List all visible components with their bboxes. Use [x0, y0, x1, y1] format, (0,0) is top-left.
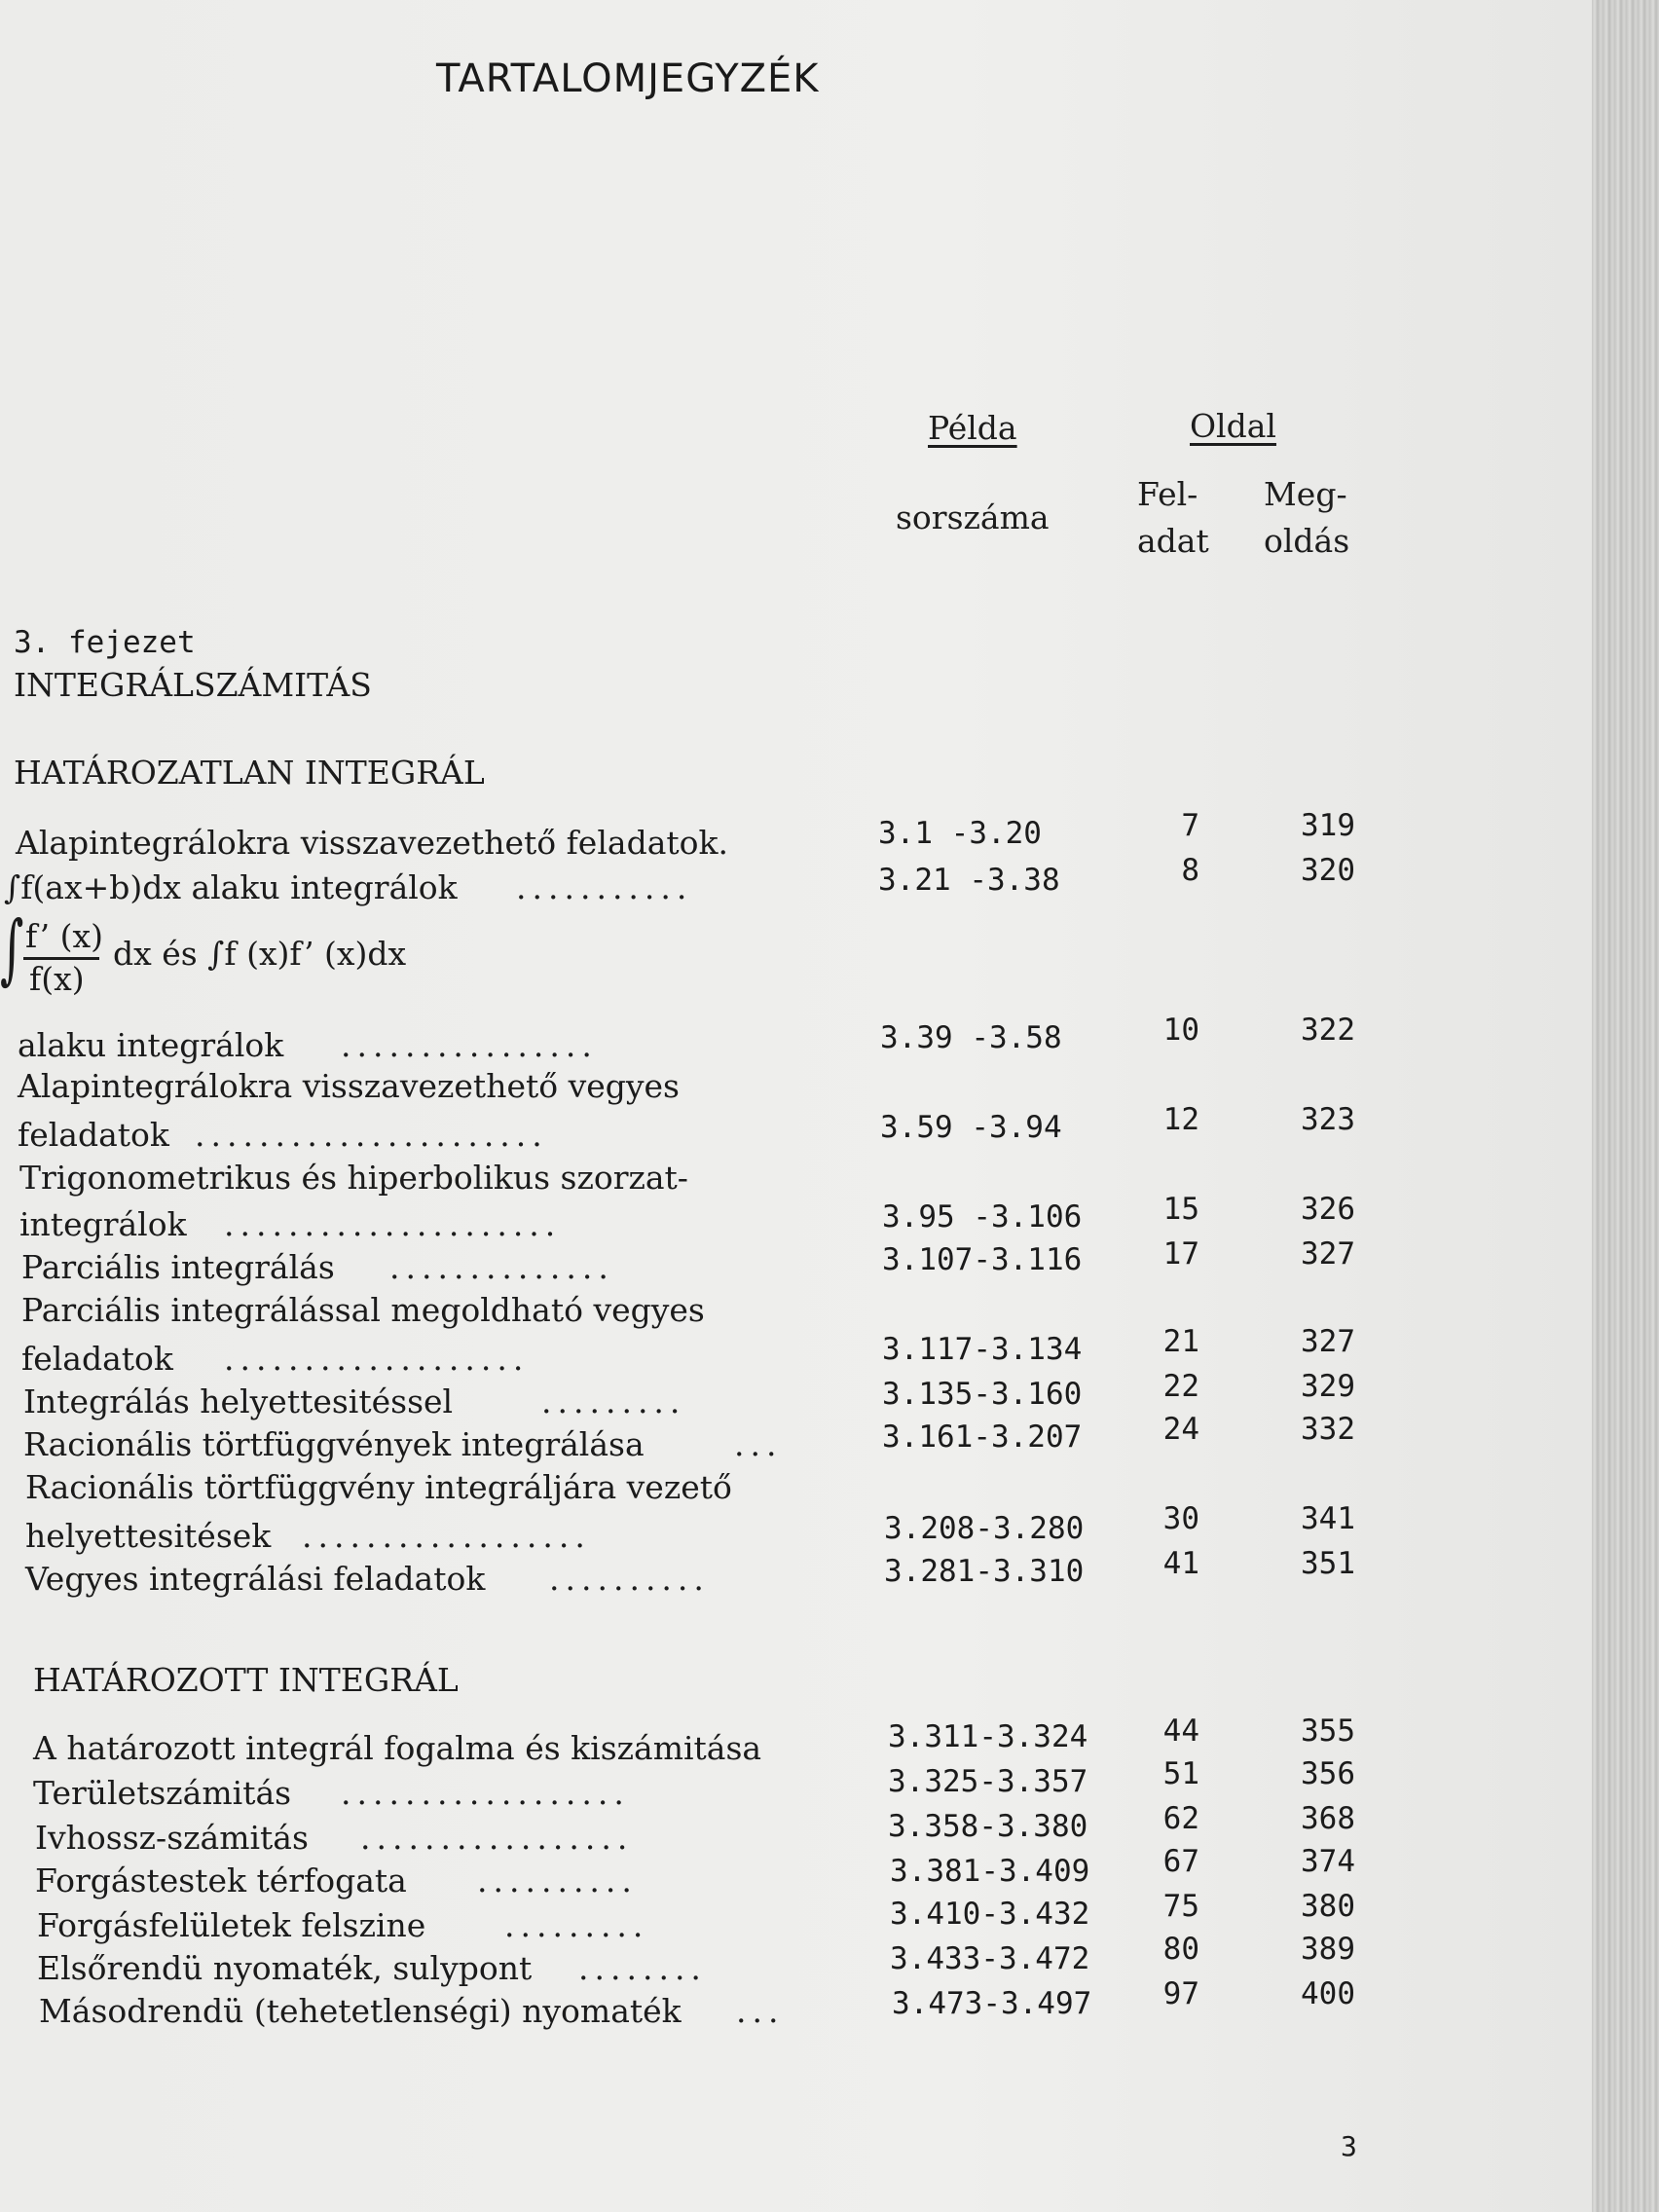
toc-entry-fel-page: 10 [1162, 1013, 1199, 1048]
toc-entry-label: A határozott integrál fogalma és kiszámitása [33, 1729, 762, 1767]
toc-entry-range: 3.473-3.497 [892, 1986, 1092, 2021]
header-fel: Fel- [1137, 475, 1198, 513]
toc-entry-fel-page: 24 [1162, 1412, 1199, 1447]
toc-entry-range: 3.208-3.280 [884, 1511, 1085, 1546]
toc-entry-meg-page: 332 [1301, 1412, 1355, 1447]
toc-entry-meg-page: 356 [1301, 1756, 1355, 1791]
toc-entry-range: 3.433-3.472 [890, 1941, 1090, 1976]
toc-entry-leader: ...................... [195, 1116, 548, 1154]
toc-entry-meg-page: 400 [1301, 1976, 1355, 2011]
toc-entry-leader: ................ [341, 1026, 598, 1064]
toc-entry-fel-page: 97 [1162, 1976, 1199, 2011]
toc-entry-range: 3.311-3.324 [888, 1719, 1088, 1754]
toc-entry-range: 3.358-3.380 [888, 1809, 1088, 1844]
toc-entry-range: 3.95 -3.106 [882, 1199, 1083, 1235]
toc-entry-label: Integrálás helyettesitéssel [23, 1382, 454, 1420]
toc-entry-leader: ................... [224, 1340, 530, 1378]
toc-entry-fel-page: 51 [1162, 1756, 1199, 1791]
toc-entry-meg-page: 322 [1301, 1013, 1355, 1048]
toc-entry-fel-page: 17 [1162, 1236, 1199, 1272]
toc-entry-meg-page: 374 [1301, 1844, 1355, 1879]
toc-entry-fel-page: 22 [1162, 1369, 1199, 1404]
toc-entry-meg-page: 320 [1301, 853, 1355, 888]
toc-entry-fel-page: 8 [1181, 853, 1199, 888]
toc-entry-leader: ... [734, 1425, 783, 1463]
toc-entry-label-cont: helyettesitések [25, 1517, 272, 1555]
toc-entry-range: 3.39 -3.58 [880, 1020, 1062, 1055]
toc-entry-meg-page: 327 [1301, 1324, 1355, 1359]
toc-entry-label-cont: feladatok [18, 1116, 169, 1154]
header-sorszama: sorszáma [896, 498, 1050, 536]
toc-entry-fel-page: 80 [1162, 1932, 1199, 1967]
toc-entry-label: Racionális törtfüggvények integrálása [23, 1425, 645, 1463]
toc-entry-range: 3.325-3.357 [888, 1764, 1088, 1799]
toc-entry-label: Ivhossz-számitás [35, 1819, 309, 1857]
toc-entry-range: 3.135-3.160 [882, 1377, 1083, 1412]
integral-sign: ∫ [0, 905, 24, 993]
toc-entry-range: 3.107-3.116 [882, 1242, 1083, 1277]
toc-entry-meg-page: 351 [1301, 1546, 1355, 1581]
section-title-definite: HATÁROZOTT INTEGRÁL [33, 1661, 459, 1699]
formula-numerator: f’ (x) [25, 917, 103, 955]
toc-entry-label: ∫f(ax+b)dx alaku integrálok [4, 868, 458, 906]
book-binding [1592, 0, 1659, 2212]
toc-entry-leader: ........ [578, 1949, 707, 1987]
toc-entry-fel-page: 62 [1162, 1801, 1199, 1836]
toc-entry-leader: .............. [389, 1248, 614, 1286]
toc-entry-label: alaku integrálok [18, 1026, 284, 1064]
toc-entry-leader: ........... [516, 868, 693, 906]
toc-entry-leader: ......... [541, 1382, 686, 1420]
toc-entry-label: Forgástestek térfogata [35, 1862, 407, 1899]
toc-entry-leader: .......... [477, 1862, 638, 1899]
toc-entry-fel-page: 30 [1162, 1501, 1199, 1536]
toc-entry-meg-page: 319 [1301, 808, 1355, 843]
header-meg: Meg- [1264, 475, 1347, 513]
toc-entry-fel-page: 7 [1181, 808, 1199, 843]
header-adat: adat [1137, 522, 1209, 560]
toc-entry-label-cont: integrálok [19, 1205, 187, 1243]
toc-entry-label: Trigonometrikus és hiperbolikus szorzat- [19, 1159, 688, 1197]
toc-entry-range: 3.59 -3.94 [880, 1110, 1062, 1145]
toc-entry-leader: .......... [549, 1560, 710, 1598]
header-oldas: oldás [1264, 522, 1350, 560]
toc-entry-label: Forgásfelületek felszine [37, 1906, 426, 1944]
toc-entry-label: Területszámitás [33, 1774, 292, 1812]
section-title-indefinite: HATÁROZATLAN INTEGRÁL [14, 754, 485, 792]
toc-entry-label: Vegyes integrálási feladatok [25, 1560, 486, 1598]
toc-entry-leader: .................. [341, 1774, 630, 1812]
formula-denominator: f(x) [29, 960, 85, 998]
toc-entry-leader: ................. [360, 1819, 634, 1857]
chapter-name: INTEGRÁLSZÁMITÁS [14, 666, 372, 704]
page-title: TARTALOMJEGYZÉK [436, 56, 820, 101]
toc-entry-fel-page: 12 [1162, 1102, 1199, 1137]
toc-entry-meg-page: 329 [1301, 1369, 1355, 1404]
toc-entry-fel-page: 44 [1162, 1714, 1199, 1749]
toc-entry-label-cont: feladatok [21, 1340, 173, 1378]
toc-entry-fel-page: 15 [1162, 1192, 1199, 1227]
page-number: 3 [1341, 2130, 1357, 2162]
toc-entry-label: Alapintegrálokra visszavezethető vegyes [18, 1067, 680, 1105]
toc-entry-range: 3.161-3.207 [882, 1419, 1083, 1455]
toc-entry-fel-page: 67 [1162, 1844, 1199, 1879]
toc-entry-range: 3.21 -3.38 [878, 863, 1060, 898]
toc-entry-meg-page: 327 [1301, 1236, 1355, 1272]
toc-entry-range: 3.281-3.310 [884, 1554, 1085, 1589]
header-oldal: Oldal [1190, 407, 1276, 445]
toc-entry-meg-page: 355 [1301, 1714, 1355, 1749]
toc-entry-meg-page: 368 [1301, 1801, 1355, 1836]
toc-entry-range: 3.381-3.409 [890, 1854, 1090, 1889]
toc-entry-range: 3.117-3.134 [882, 1332, 1083, 1367]
toc-entry-label: Racionális törtfüggvény integráljára vezető [25, 1468, 732, 1506]
toc-entry-label: Másodrendü (tehetetlenségi) nyomaték [39, 1992, 682, 2030]
toc-entry-leader: .................. [302, 1517, 591, 1555]
chapter-number: 3. fejezet [14, 625, 196, 660]
toc-entry-leader: ... [736, 1992, 785, 2030]
toc-entry-meg-page: 323 [1301, 1102, 1355, 1137]
toc-entry-leader: ..................... [224, 1205, 562, 1243]
toc-entry-meg-page: 326 [1301, 1192, 1355, 1227]
toc-entry-meg-page: 380 [1301, 1889, 1355, 1924]
toc-entry-range: 3.410-3.432 [890, 1897, 1090, 1932]
toc-entry-label: Parciális integrálással megoldható vegyes [21, 1291, 705, 1329]
toc-entry-fel-page: 41 [1162, 1546, 1199, 1581]
header-pelda: Példa [928, 409, 1017, 447]
formula-rest: dx és ∫f (x)f’ (x)dx [113, 935, 407, 973]
toc-entry-label: Alapintegrálokra visszavezethető feladatok. [16, 824, 728, 862]
toc-entry-meg-page: 389 [1301, 1932, 1355, 1967]
toc-entry-meg-page: 341 [1301, 1501, 1355, 1536]
toc-entry-range: 3.1 -3.20 [878, 816, 1042, 851]
toc-entry-fel-page: 75 [1162, 1889, 1199, 1924]
toc-entry-fel-page: 21 [1162, 1324, 1199, 1359]
toc-entry-leader: ......... [504, 1906, 649, 1944]
toc-entry-label: Parciális integrálás [21, 1248, 335, 1286]
toc-entry-label: Elsőrendü nyomaték, sulypont [37, 1949, 533, 1987]
